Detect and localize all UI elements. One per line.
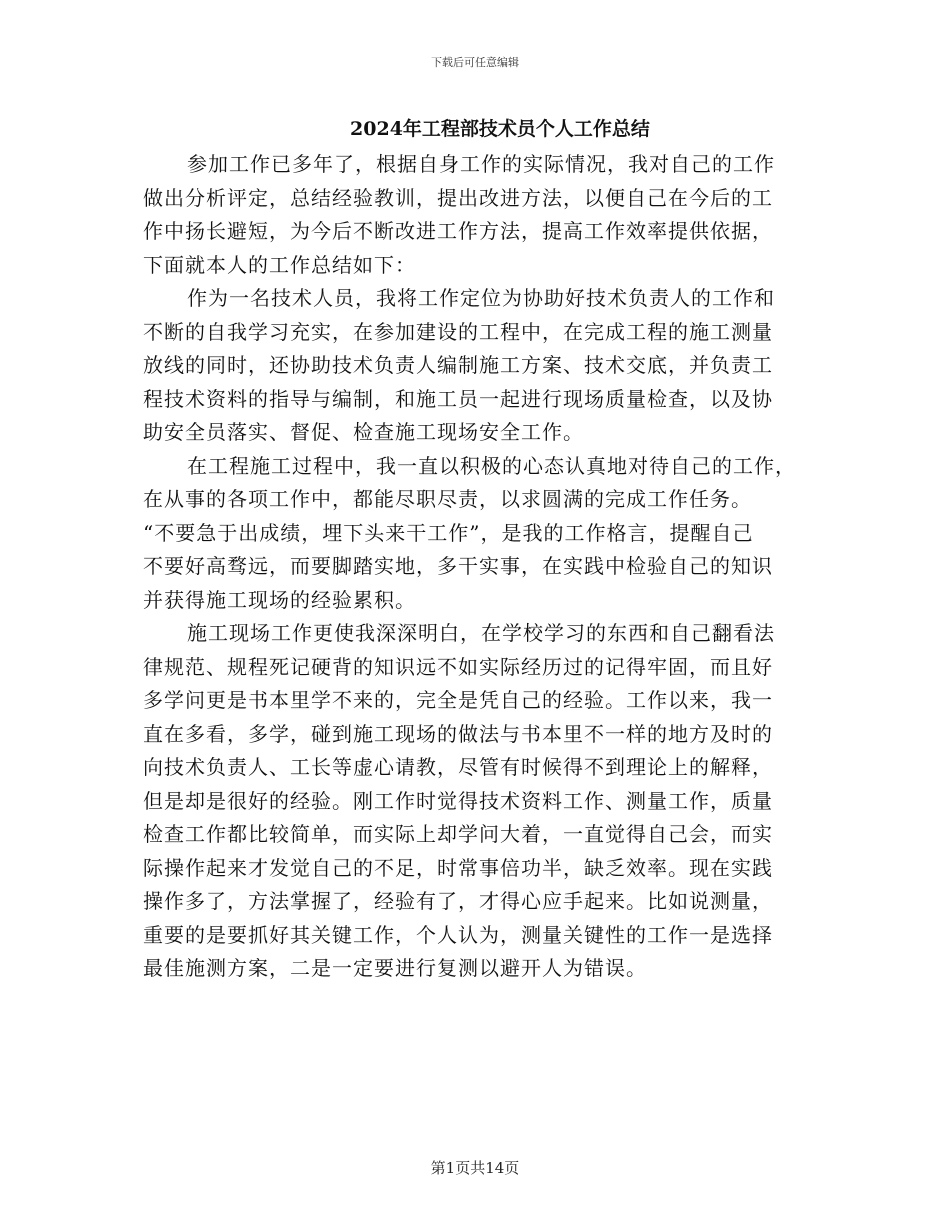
text-line: 向技术负责人、工长等虚心请教，尽管有时候得不到理论上的解释， (143, 755, 773, 779)
text-line: 程技术资料的指导与编制，和施工员一起进行现场质量检查，以及协 (143, 386, 773, 411)
text-line: 施工现场工作更使我深深明白，在学校学习的东西和自己翻看法 (187, 621, 775, 645)
text-line: 不要好高骛远，而要脚踏实地，多干实事，在实践中检验自己的知识 (143, 554, 773, 578)
text-line: 下面就本人的工作总结如下： (143, 252, 416, 277)
text-line: 操作多了，方法掌握了，经验有了，才得心应手起来。比如说测量， (143, 889, 773, 913)
document-title: 2024年工程部技术员个人工作总结 (350, 118, 650, 140)
text-line: 但是却是很好的经验。刚工作时觉得技术资料工作、测量工作，质量 (143, 788, 773, 813)
text-line: “不要急于出成绩，埋下头来干工作”，是我的工作格言，提醒自己 (143, 520, 754, 545)
text-line: 做出分析评定，总结经验教训，提出改进方法，以便自己在今后的工 (143, 185, 773, 210)
text-line: 作中扬长避短，为今后不断改进工作方法，提高工作效率提供依据， (143, 219, 773, 243)
text-line: 参加工作已多年了，根据自身工作的实际情况，我对自己的工作 (187, 152, 775, 176)
text-line: 检查工作都比较简单，而实际上却学问大着，一直觉得自己会，而实 (143, 822, 773, 846)
text-line: 在从事的各项工作中，都能尽职尽责，以求圆满的完成工作任务。 (143, 487, 752, 511)
text-line: 律规范、规程死记硬背的知识远不如实际经历过的记得牢固，而且好 (143, 654, 773, 679)
header-note: 下载后可任意编辑 (431, 56, 519, 69)
page-footer: 第1页共14页 (430, 1159, 520, 1177)
text-line: 多学问更是书本里学不来的，完全是凭自己的经验。工作以来，我一 (143, 688, 773, 712)
text-line: 在工程施工过程中，我一直以积极的心态认真地对待自己的工作， (187, 453, 796, 478)
text-line: 放线的同时，还协助技术负责人编制施工方案、技术交底，并负责工 (143, 353, 773, 377)
text-line: 作为一名技术人员，我将工作定位为协助好技术负责人的工作和 (187, 286, 775, 310)
document-body (143, 148, 811, 986)
text-line: 助安全员落实、督促、检查施工现场安全工作。 (143, 420, 584, 444)
text-line: 最佳施测方案，二是一定要进行复测以避开人为错误。 (143, 956, 647, 980)
text-line: 不断的自我学习充实，在参加建设的工程中，在完成工程的施工测量 (143, 319, 773, 344)
text-line: 重要的是要抓好其关键工作，个人认为，测量关键性的工作一是选择 (143, 922, 773, 947)
text-line: 际操作起来才发觉自己的不足，时常事倍功半，缺乏效率。现在实践 (143, 855, 773, 880)
text-line: 直在多看，多学，碰到施工现场的做法与书本里不一样的地方及时的 (143, 721, 773, 746)
text-line: 并获得施工现场的经验累积。 (143, 587, 416, 612)
